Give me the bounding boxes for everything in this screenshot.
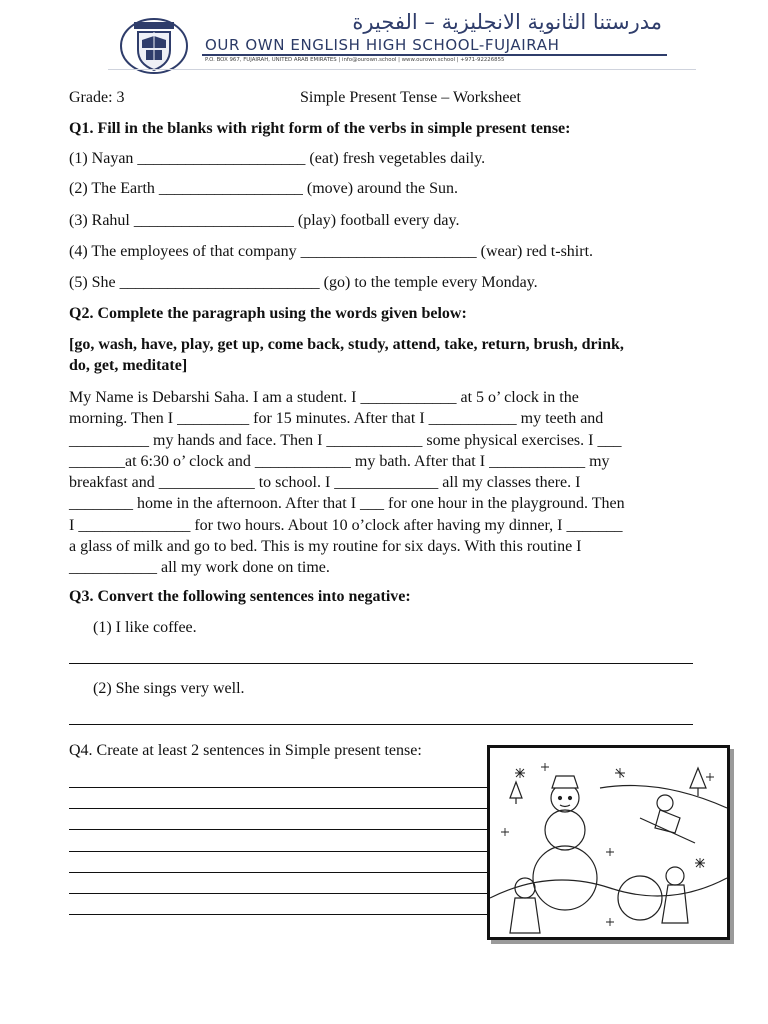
q2-word-list-line-1: [go, wash, have, play, get up, come back, study, attend, take, return, brush, drink, [69,336,624,353]
answer-line[interactable] [69,893,487,894]
q2-heading: Q2. Complete the paragraph using the words given below: [69,305,467,322]
q1-item-5: (5) She _________________________ (go) to the temple every Monday. [69,274,538,291]
header-divider [202,54,667,56]
header-bottom-rule [108,69,696,70]
paragraph-line: morning. Then I _________ for 15 minutes. After that I ___________ my teeth and [69,410,604,428]
answer-line[interactable] [69,663,693,664]
paragraph-line: __________ my hands and face. Then I ____________ some physical exercises. I ___ [69,431,622,449]
answer-line[interactable] [69,851,487,852]
school-contact: P.O. BOX 967, FUJAIRAH, UNITED ARAB EMIRATES | info@ourown.school | www.ourown.school | +971-92226855 [205,57,505,63]
paragraph-line: I ______________ for two hours. About 10 o’clock after having my dinner, I _______ [69,516,623,534]
q1-item-2: (2) The Earth __________________ (move) around the Sun. [69,180,458,197]
q1-item-1: (1) Nayan _____________________ (eat) fresh vegetables daily. [69,150,486,167]
paragraph-line: breakfast and ____________ to school. I _____________ all my classes there. I [69,474,581,492]
answer-line[interactable] [69,872,487,873]
answer-line[interactable] [69,724,693,725]
worksheet-title: Simple Present Tense – Worksheet [300,89,521,106]
answer-line[interactable] [69,829,487,830]
answer-line[interactable] [69,808,487,809]
q1-item-4: (4) The employees of that company ______________________ (wear) red t-shirt. [69,243,594,260]
q3-item-2: (2) She sings very well. [93,680,245,697]
paragraph-line: My Name is Debarshi Saha. I am a student. I ____________ at 5 o’ clock in the [69,389,579,406]
school-name: OUR OWN ENGLISH HIGH SCHOOL-FUJAIRAH [205,36,560,54]
paragraph-line: a glass of milk and go to bed. This is my routine for six days. With this routine I [69,538,582,556]
paragraph-line: ________ home in the afternoon. After that I ___ for one hour in the playground. Then [69,495,625,513]
q2-paragraph [69,387,701,579]
q1-item-3: (3) Rahul ____________________ (play) football every day. [69,212,460,229]
answer-line[interactable] [69,787,487,788]
q2-word-list-line-2: do, get, meditate] [69,357,188,374]
school-logo-crest [120,18,188,74]
grade-label: Grade: 3 [69,89,125,106]
q4-heading: Q4. Create at least 2 sentences in Simple present tense: [69,742,422,759]
answer-line[interactable] [69,914,487,915]
paragraph-line: _______at 6:30 o’ clock and ____________ my bath. After that I ____________ my [69,452,610,470]
paragraph-line: ___________ all my work done on time. [69,559,330,577]
school-name-arabic: مدرستنا الثانوية الانجليزية – الفجيرة [352,10,662,34]
q3-heading: Q3. Convert the following sentences into negative: [69,588,411,605]
winter-children-picture [487,745,730,940]
q3-item-1: (1) I like coffee. [93,619,197,636]
q1-heading: Q1. Fill in the blanks with right form of the verbs in simple present tense: [69,120,571,137]
